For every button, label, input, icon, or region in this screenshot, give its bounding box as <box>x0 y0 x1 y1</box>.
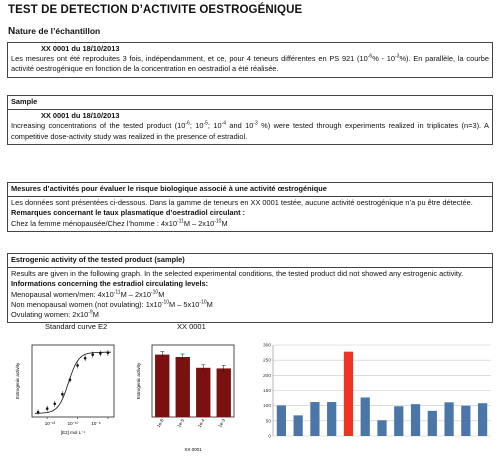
x-axis-label: [E2] mol L⁻¹ <box>60 430 86 435</box>
y-tick-label: 300 <box>262 343 271 349</box>
bar <box>294 415 303 436</box>
sample-heading: Sample <box>11 97 38 106</box>
data-point <box>61 393 64 396</box>
y-axis-label: Estrogenic activity <box>15 362 20 400</box>
data-point <box>76 364 79 367</box>
data-point <box>37 411 40 414</box>
bar <box>428 411 437 436</box>
y-tick-label: 150 <box>262 389 271 394</box>
x-tick-label: 10⁻¹² <box>44 421 56 426</box>
bar <box>411 404 420 436</box>
bar <box>344 352 353 436</box>
y-tick-label: 0 <box>268 434 271 440</box>
x-tick-label: 10⁻⁸ <box>91 421 101 426</box>
chart2-caption: XX 0001 <box>177 322 206 331</box>
x-tick-label: 1e-6 <box>155 418 165 429</box>
x-tick-label: 10⁻¹⁰ <box>67 421 79 426</box>
data-point <box>69 379 72 382</box>
estradiol-heading: Informations concerning the estradiol circulating levels: <box>11 279 209 289</box>
results-text: Results are given in the following graph. In the selected experimental conditions, the tested product did not showed any estrogenic activity. <box>11 269 464 279</box>
bar <box>277 405 286 436</box>
bar <box>155 355 169 417</box>
bar <box>217 368 231 417</box>
estradiol-heading: Remarques concernant le taux plasmatique d’oestradiol circulant : <box>11 208 246 218</box>
results-heading: Estrogenic activity of the tested product (sample) <box>11 255 185 264</box>
sample-id: XX 0001 du 18/10/2013 <box>41 44 120 53</box>
section-subtitle <box>8 26 100 37</box>
data-point <box>91 353 94 356</box>
bar <box>310 402 319 436</box>
sample-description: Les mesures ont été reproduites 3 fois, indépendamment, et ce, pour 4 teneurs différentes en PS 921 $(10^{-6}\% - 10^{-3}\%)$. En parallèle, la courbe activité oestrogénique en fonction de la concentration en oestradiol a été réalisée. <box>11 53 489 74</box>
data-point <box>99 352 102 355</box>
sample-id: XX 0001 du 18/10/2013 <box>41 111 120 121</box>
data-point <box>107 352 110 355</box>
sample-bar-chart <box>130 340 240 458</box>
estradiol-level-menopausal: Menopausal women/men: $4x10^{-11}M - 2x10^{-10}M$ <box>11 289 165 299</box>
bar <box>444 402 453 436</box>
subtitle-initial: N <box>8 26 16 37</box>
bar <box>327 402 336 436</box>
bar <box>361 397 370 436</box>
y-axis-label: Estrogenic activity <box>136 362 141 400</box>
y-tick-label: 200 <box>262 373 271 379</box>
chart1-caption: Standard curve E2 <box>45 322 108 331</box>
estradiol-level: Chez la femme ménopausée/Chez l’homme : $4x10^{-11}M - 2x10^{-10}M$ <box>11 218 228 228</box>
bar <box>176 357 190 417</box>
x-tick-label: 1e-5 <box>176 418 186 429</box>
results-text: Les données sont présentées ci-dessous. Dans la gamme de teneurs en XX 0001 testée, aucune activité oestrogénique n’a pu être détectée. <box>11 198 473 208</box>
results-heading: Mesures d’activités pour évaluer le risque biologique associé à une activité œstrogénique <box>11 184 327 193</box>
x-tick-label: 1e-3 <box>217 418 227 429</box>
bar <box>478 403 487 436</box>
data-point <box>84 357 87 360</box>
english-sample-box <box>7 95 493 145</box>
fit-curve <box>35 352 111 413</box>
sample-description: Increasing concentrations of the tested product ($10^{-6}$; $10^{-5}$; $10^{-4}$ and $10^{-3}$ %) were tested through experiments realized in triplicates (n=3). A competitive dose-activity study was realized in the presence of estradiol. <box>11 120 489 141</box>
y-tick-label: 250 <box>262 358 271 364</box>
bar <box>461 406 470 436</box>
french-sample-box <box>7 42 493 78</box>
x-axis-label: XX 0001 <box>184 447 202 452</box>
estradiol-level-non-menopausal: Non menopausal women (not ovulating): $1x10^{-10}M - 5x10^{-10}M$ <box>11 299 213 309</box>
y-tick-label: 50 <box>265 419 271 425</box>
data-point <box>46 407 49 410</box>
x-tick-label: 1e-4 <box>196 418 206 429</box>
english-results-box <box>7 253 493 323</box>
page-title: TEST DE DETECTION D’ACTIVITE OESTROGÉNIQUE <box>8 4 303 16</box>
bar <box>394 406 403 436</box>
bar <box>377 420 386 436</box>
standard-curve-chart <box>10 340 120 445</box>
french-results-box <box>7 182 493 232</box>
data-point <box>53 403 56 406</box>
bar <box>196 368 210 417</box>
y-tick-label: 100 <box>262 404 271 410</box>
subtitle-rest: ature de l’échantillon <box>15 26 101 36</box>
comparison-bar-chart <box>255 340 495 455</box>
estradiol-level-ovulating: Ovulating women: $2x10^{-9}M$ <box>11 309 99 320</box>
